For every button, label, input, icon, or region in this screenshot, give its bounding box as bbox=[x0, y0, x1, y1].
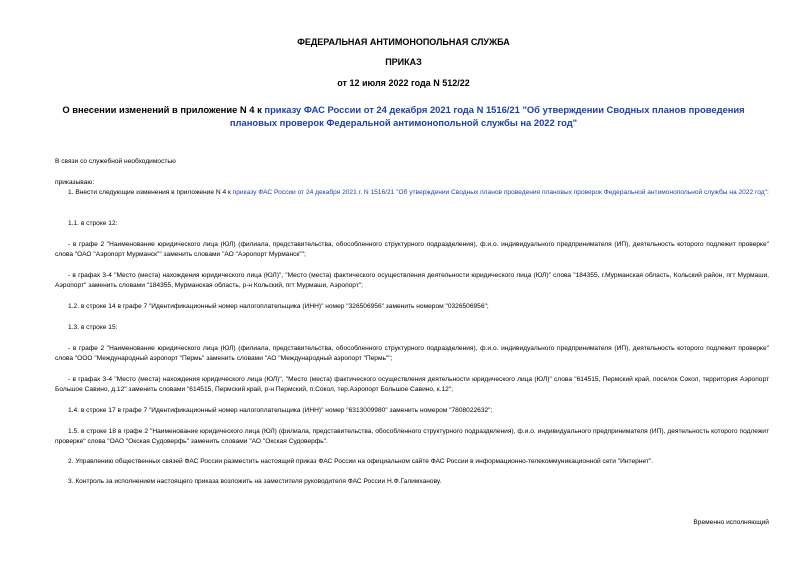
item-3: 3. Контроль за исполнением настоящего приказа возложить на заместителя руководителя ФАС России Н.Ф.Галимханову. bbox=[68, 478, 442, 485]
item-1-prefix: 1. Внести следующие изменения в приложение N 4 к bbox=[68, 189, 233, 196]
order-word: приказываю: bbox=[55, 179, 95, 186]
intro-paragraph: В связи со служебной необходимостью bbox=[55, 158, 176, 165]
item-1-suffix: : bbox=[766, 189, 769, 196]
item-1-link[interactable]: приказу ФАС России от 24 декабря 2021 г. N 1516/21 "Об утверждении Сводных планов проведения плановых проверок Федеральной антимонопольной службы на 2022 год" bbox=[232, 189, 767, 196]
item-1-1-b: - в графах 3-4 "Место (места) нахождения юридического лица (ЮЛ)", "Место (места) фактического осуществления деятельности юридического лица (ЮЛ)" слова "184355, г.Мурманская область, Кольский район, пгт Мурмаши, Аэропорт" заменить словами "184355, Мурманская область, р-н Кольский, пгт Мурмаши, Аэропорт"; bbox=[55, 272, 769, 289]
agency-name: ФЕДЕРАЛЬНАЯ АНТИМОНОПОЛЬНАЯ СЛУЖБА bbox=[297, 37, 510, 47]
document-title bbox=[40, 104, 767, 129]
item-2: 2. Управлению общественных связей ФАС России разместить настоящий приказ ФАС России на официальном сайте ФАС России в информационно-телекоммуникационной сети "Интернет". bbox=[68, 458, 654, 465]
item-1-4: 1.4. в строке 17 в графе 7 "Идентификационный номер налогоплательщика (ИНН)" номер "6313009980" заменить номером "7808022632"; bbox=[68, 407, 493, 414]
item-1-3: 1.3. в строке 15: bbox=[68, 324, 118, 331]
date-number: от 12 июля 2022 года N 512/22 bbox=[337, 78, 470, 88]
item-1-3-b: - в графах 3-4 "Место (места) нахождения юридического лица (ЮЛ)", "Место (места) фактического осуществления деятельности юридического лица (ЮЛ)" слова "614515, Пермский край, поселок Сокол, территория Аэропорт Большое Савино, д.12" заменить словами "614515, Пермский край, р-н Пермский, п.Сокол, тер.Аэропорт Большое Савино, к.12"; bbox=[55, 376, 769, 393]
item-1-1: 1.1. в строке 12: bbox=[68, 220, 118, 227]
item-1-3-a: - в графе 2 "Наименование юридического лица (ЮЛ) (филиала, представительства, обособленного структурного подразделения), ф.и.о. индивидуального предпринимателя (ИП), деятельность которого подлежит проверке" слова "ООО "Международный аэропорт "Пермь" заменить словами "АО "Международный аэропорт "Пермь""; bbox=[55, 345, 769, 362]
item-1-1-a: - в графе 2 "Наименование юридического лица (ЮЛ) (филиала, представительства, обособленного структурного подразделения), ф.и.о. индивидуального предпринимателя (ИП), деятельность которого подлежит проверке" слова "ОАО "Аэропорт Мурманск"" заменить словами "АО "Аэропорт Мурманск""; bbox=[55, 241, 769, 258]
document-type: ПРИКАЗ bbox=[385, 57, 422, 67]
item-1 bbox=[55, 188, 769, 198]
title-prefix: О внесении изменений в приложение N 4 к bbox=[62, 104, 265, 115]
signature-line: Временно исполняющий bbox=[693, 519, 769, 526]
title-link[interactable]: приказу ФАС России от 24 декабря 2021 года N 1516/21 "Об утверждении Сводных планов проведения плановых проверок Федеральной антимонопольной службы на 2022 год" bbox=[229, 104, 745, 128]
item-1-5: 1.5. в строке 18 в графе 2 "Наименование юридического лица (ЮЛ) (филиала, представительства, обособленного структурного подразделения), ф.и.о. индивидуального предпринимателя (ИП), деятельность которого подлежит проверке" слова "ОАО "Окская Судоверфь" заменить словами "АО "Окская Судоверфь". bbox=[55, 428, 769, 445]
item-1-2: 1.2. в строке 14 в графе 7 "Идентификационный номер налогоплательщика (ИНН)" номер "326506956" заменить номером "0326506956"; bbox=[68, 303, 489, 310]
